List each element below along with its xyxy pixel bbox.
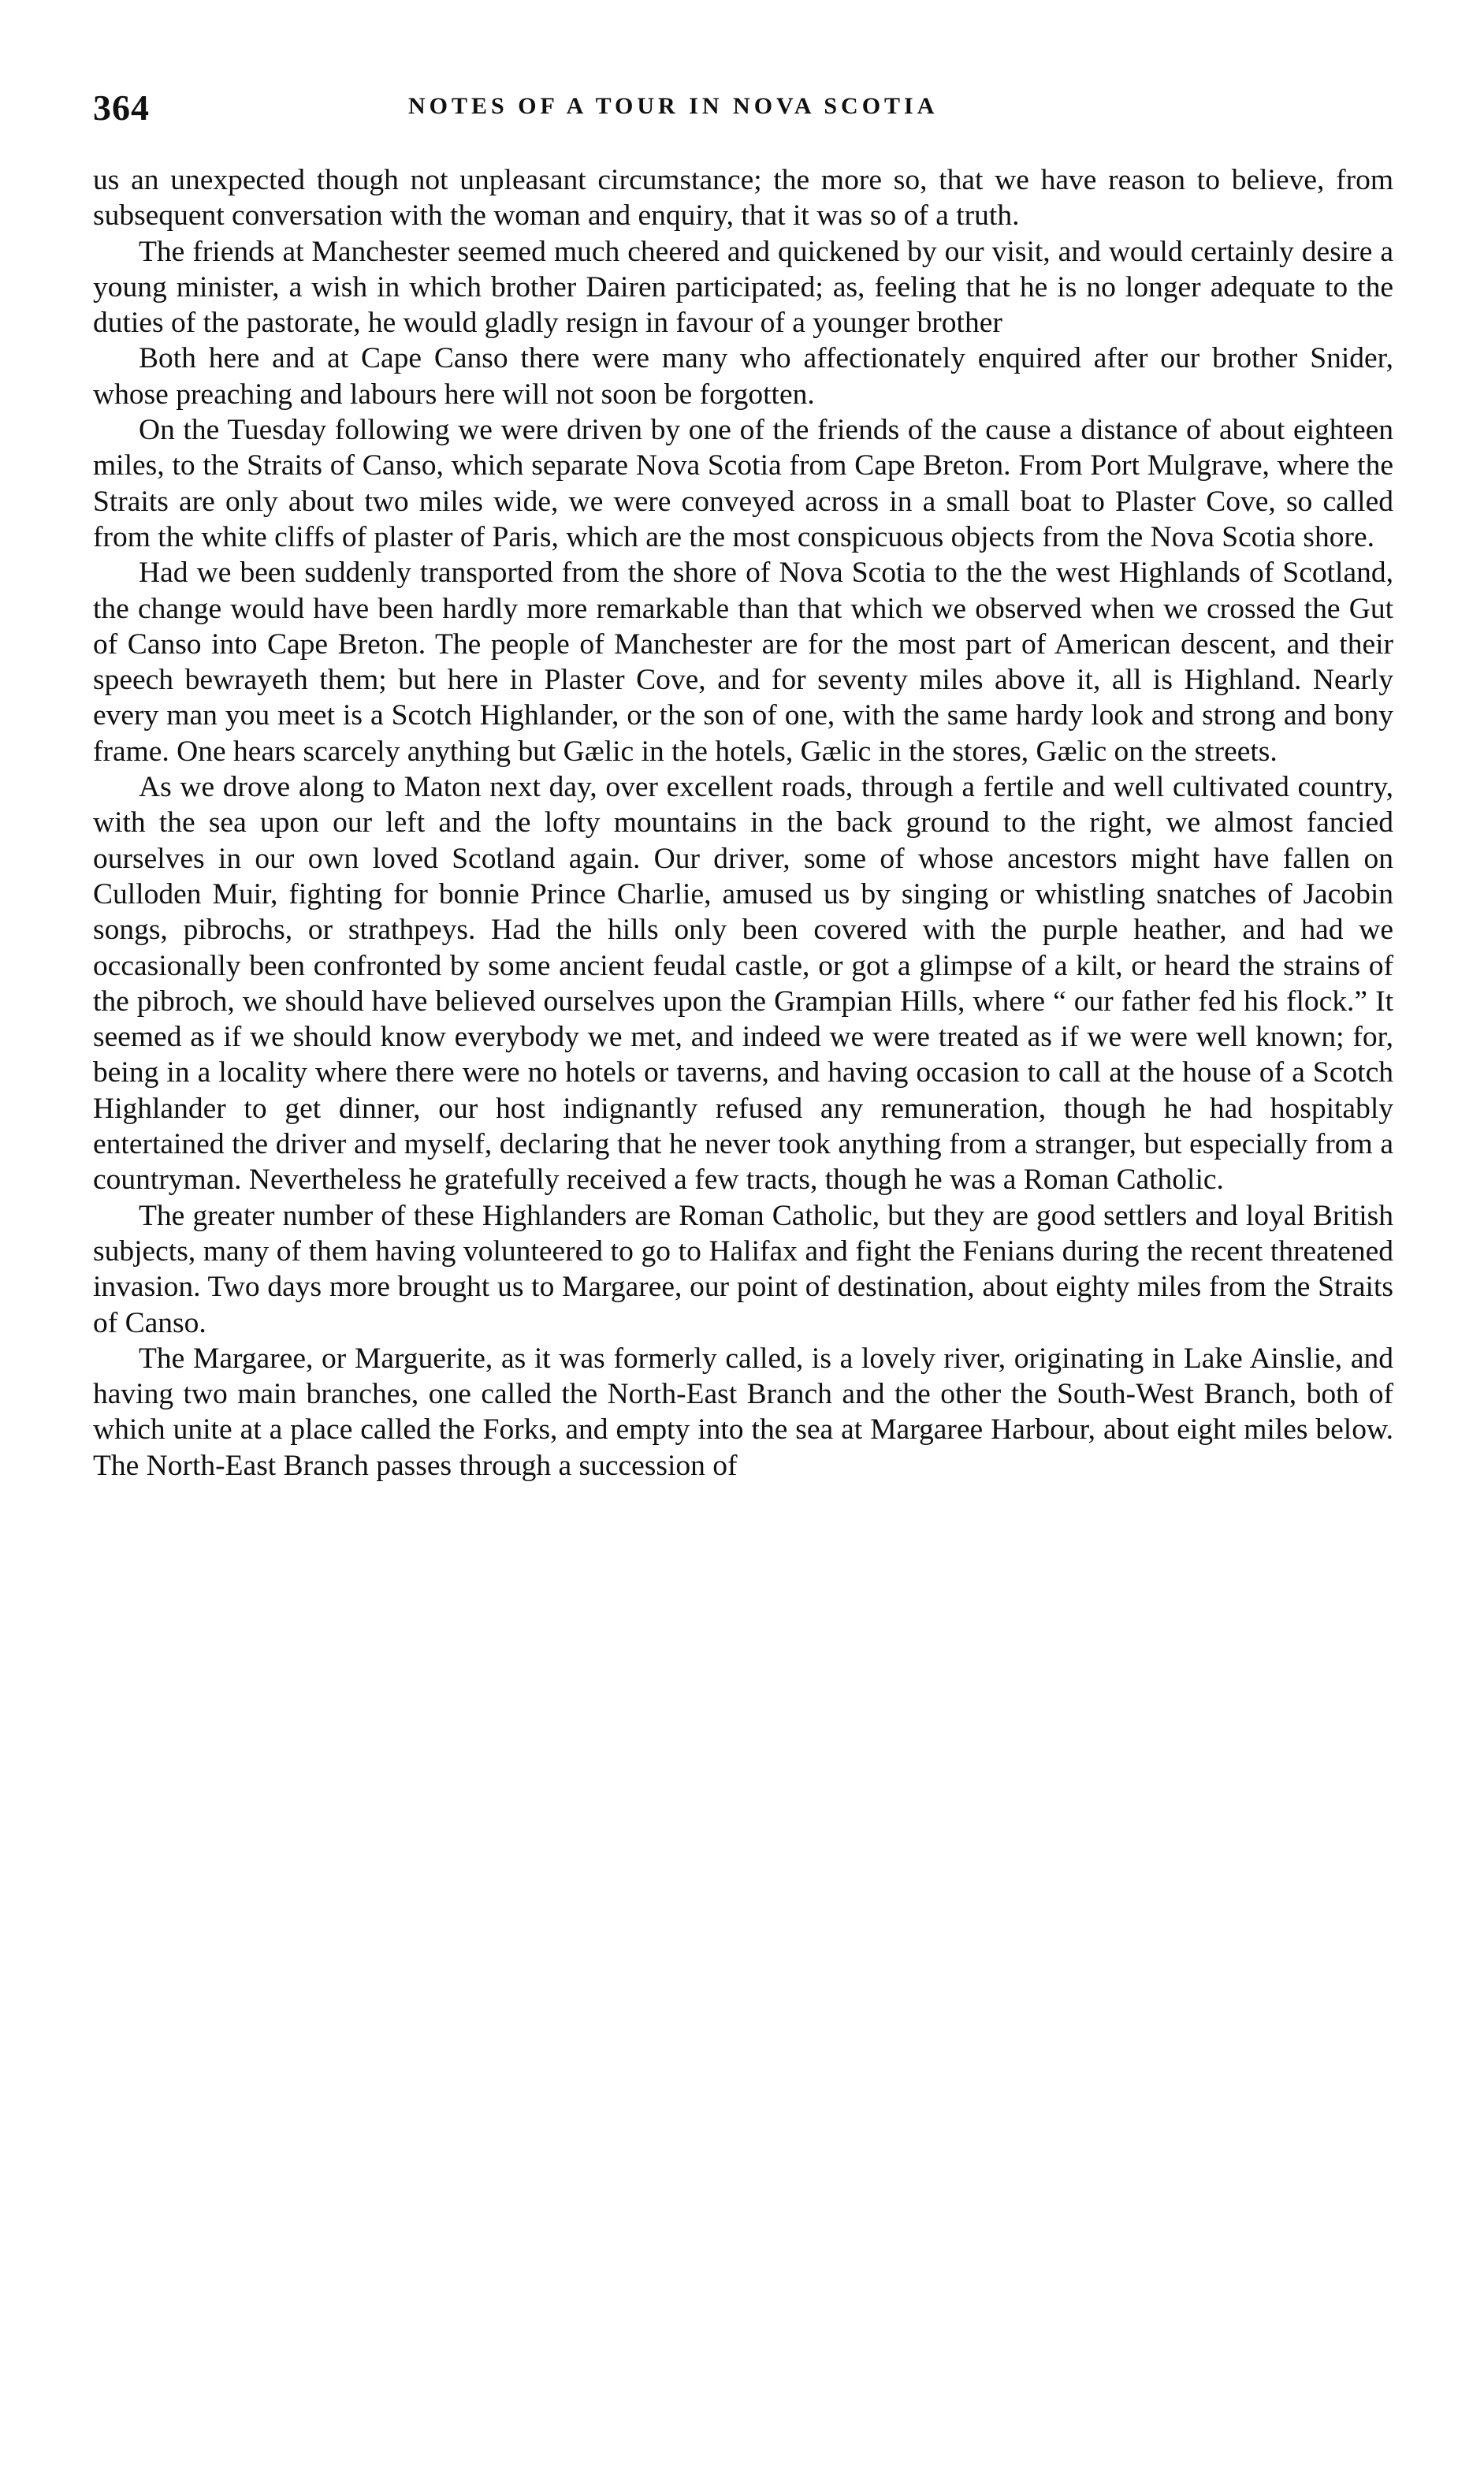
running-title: NOTES OF A TOUR IN NOVA SCOTIA bbox=[408, 93, 939, 119]
paragraph: The friends at Manchester seemed much cheered and quickened by our visit, and would certainly desire a young minister, a wish in which brother Dairen participated; as, feeling that he is no longer adequate to the duties of the pastorate, he would gladly resign in favour of a younger brother bbox=[93, 235, 1393, 340]
running-head bbox=[93, 87, 1393, 134]
page-number: 364 bbox=[93, 88, 150, 128]
book-page bbox=[93, 87, 1393, 1484]
paragraph: On the Tuesday following we were driven by one of the friends of the cause a distance of about eighteen miles, to the Straits of Canso, which separate Nova Scotia from Cape Breton. From Port Mulgrave, where the Straits are only about two miles wide, we were conveyed across in a small boat to Plaster Cove, so called from the white cliffs of plaster of Paris, which are the most conspicuous objects from the Nova Scotia shore. bbox=[93, 414, 1393, 553]
body-text bbox=[93, 162, 1393, 1484]
paragraph: us an unexpected though not unpleasant circumstance; the more so, that we have reason to believe, from subsequent conversation with the woman and enquiry, that it was so of a truth. bbox=[93, 164, 1393, 233]
paragraph: As we drove along to Maton next day, over excellent roads, through a fertile and well cultivated country, with the sea upon our left and the lofty mountains in the back ground to the right, we almost fancied ourselves in our own loved Scotland again. Our driver, some of whose ancestors might have fallen on Culloden Muir, fighting for bonnie Prince Charlie, amused us by singing or whistling snatches of Jacobin songs, pibrochs, or strathpeys. Had the hills only been covered with the purple heather, and had we occasionally been confronted by some ancient feudal castle, or got a glimpse of a kilt, or heard the strains of the pibroch, we should have believed ourselves upon the Grampian Hills, where “ our father fed his flock.” It seemed as if we should know everybody we met, and indeed we were treated as if we were well known; for, being in a locality where there were no hotels or taverns, and having occasion to call at the house of a Scotch Highlander to get dinner, our host indignantly refused any remuneration, though he had hospitably entertained the driver and myself, declaring that he never took anything from a stranger, but especially from a countryman. Nevertheless he gratefully received a few tracts, though he was a Roman Catholic. bbox=[93, 771, 1393, 1197]
paragraph: The Margaree, or Marguerite, as it was formerly called, is a lovely river, originating in Lake Ainslie, and having two main branches, one called the North-East Branch and the other the South-West Branch, both of which unite at a place called the Forks, and empty into the sea at Margaree Harbour, about eight miles below. The North-East Branch passes through a succession of bbox=[93, 1342, 1393, 1482]
paragraph: Had we been suddenly transported from the shore of Nova Scotia to the the west Highlands of Scotland, the change would have been hardly more remarkable than that which we observed when we crossed the Gut of Canso into Cape Breton. The people of Manchester are for the most part of American descent, and their speech bewrayeth them; but here in Plaster Cove, and for seventy miles above it, all is Highland. Nearly every man you meet is a Scotch Highlander, or the son of one, with the same hardy look and strong and bony frame. One hears scarcely anything but Gælic in the hotels, Gælic in the stores, Gælic on the streets. bbox=[93, 557, 1393, 768]
paragraph: The greater number of these Highlanders are Roman Catholic, but they are good settlers and loyal British subjects, many of them having volunteered to go to Halifax and fight the Fenians during the recent threatened invasion. Two days more brought us to Margaree, our point of destination, about eighty miles from the Straits of Canso. bbox=[93, 1199, 1393, 1339]
paragraph: Both here and at Cape Canso there were many who affectionately enquired after our brother Snider, whose preaching and labours here will not soon be forgotten. bbox=[93, 342, 1393, 411]
